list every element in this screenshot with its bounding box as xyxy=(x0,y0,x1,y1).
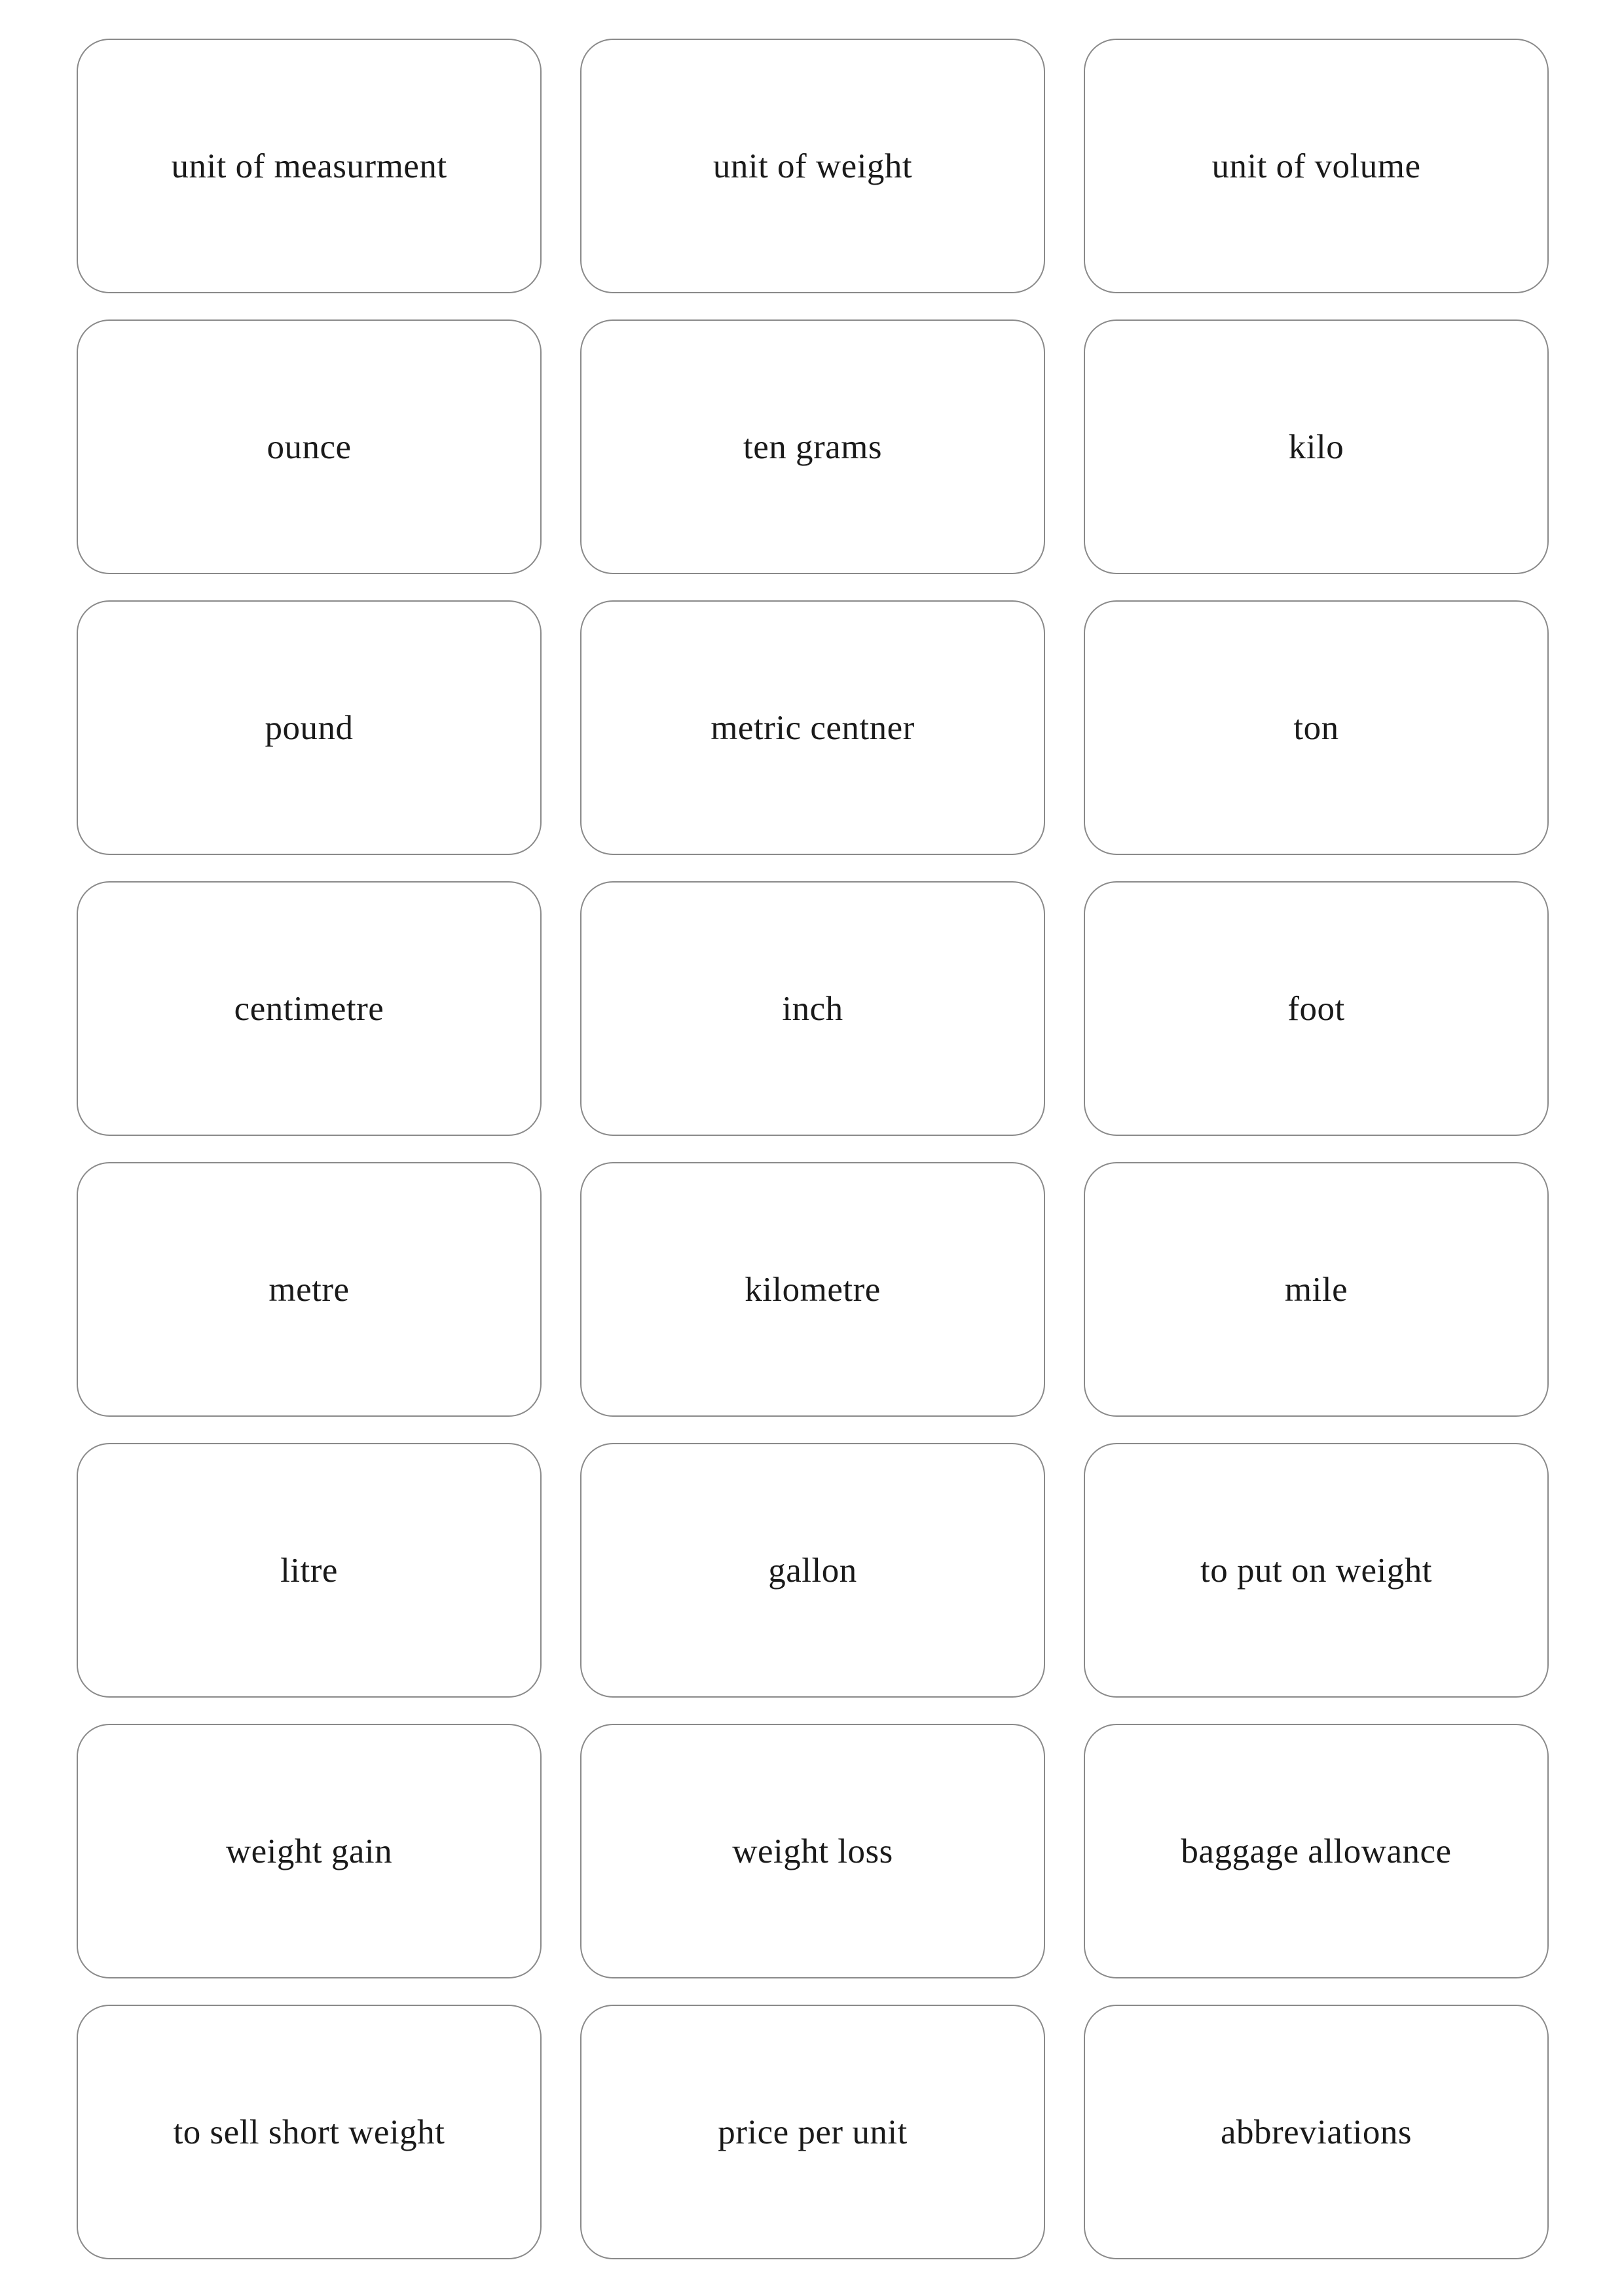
card-price-per-unit xyxy=(580,2005,1045,2259)
card-litre xyxy=(77,1443,542,1698)
card-label: unit of weight xyxy=(712,147,913,185)
card-centimetre xyxy=(77,881,542,1136)
card-metric-centner xyxy=(580,600,1045,855)
card-to-sell-short-weight xyxy=(77,2005,542,2259)
card-ten-grams xyxy=(580,319,1045,574)
card-weight-loss xyxy=(580,1724,1045,1978)
card-ounce xyxy=(77,319,542,574)
card-gallon xyxy=(580,1443,1045,1698)
card-label: mile xyxy=(1284,1270,1348,1309)
card-pound xyxy=(77,600,542,855)
card-unit-of-measurment xyxy=(77,39,542,293)
card-label: abbreviations xyxy=(1220,2113,1412,2151)
vocabulary-card-sheet xyxy=(77,39,1549,2259)
card-label: baggage allowance xyxy=(1181,1832,1452,1870)
card-label: ten grams xyxy=(743,428,883,466)
card-label: kilometre xyxy=(745,1270,881,1309)
card-label: gallon xyxy=(768,1551,857,1590)
card-kilometre xyxy=(580,1162,1045,1417)
card-label: metric centner xyxy=(710,708,915,747)
card-label: weight gain xyxy=(225,1832,393,1870)
card-unit-of-volume xyxy=(1084,39,1549,293)
card-label: price per unit xyxy=(718,2113,908,2151)
card-to-put-on-weight xyxy=(1084,1443,1549,1698)
card-label: ounce xyxy=(267,428,352,466)
card-label: unit of volume xyxy=(1211,147,1421,185)
card-abbreviations xyxy=(1084,2005,1549,2259)
card-ton xyxy=(1084,600,1549,855)
card-label: litre xyxy=(280,1551,338,1590)
card-label: weight loss xyxy=(732,1832,893,1870)
card-baggage-allowance xyxy=(1084,1724,1549,1978)
card-label: metre xyxy=(268,1270,350,1309)
card-unit-of-weight xyxy=(580,39,1045,293)
card-kilo xyxy=(1084,319,1549,574)
card-metre xyxy=(77,1162,542,1417)
card-label: to put on weight xyxy=(1200,1551,1432,1590)
card-foot xyxy=(1084,881,1549,1136)
card-label: centimetre xyxy=(234,989,384,1028)
card-label: unit of measurment xyxy=(171,147,447,185)
card-label: inch xyxy=(782,989,843,1028)
card-label: to sell short weight xyxy=(173,2113,445,2151)
card-mile xyxy=(1084,1162,1549,1417)
card-label: ton xyxy=(1293,708,1339,747)
card-inch xyxy=(580,881,1045,1136)
card-label: kilo xyxy=(1288,428,1344,466)
card-label: foot xyxy=(1287,989,1345,1028)
card-weight-gain xyxy=(77,1724,542,1978)
card-label: pound xyxy=(265,708,354,747)
